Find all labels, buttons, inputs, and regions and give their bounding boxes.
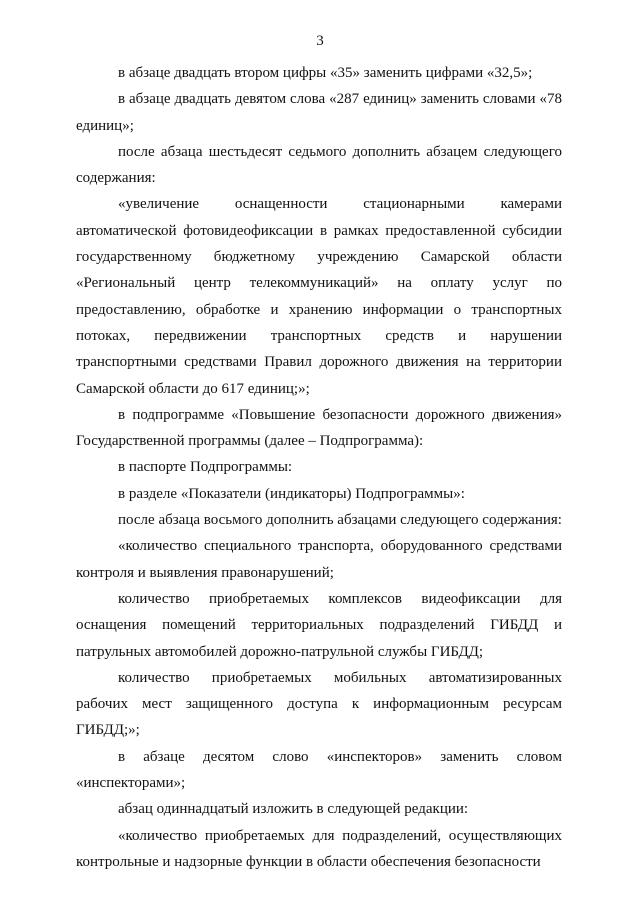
page-number: 3 — [316, 33, 324, 49]
paragraph: «количество приобретаемых для подразделений, осуществляющих контрольные и надзорные функции в области обеспечения безопасности — [76, 827, 562, 870]
document-body — [76, 60, 562, 875]
paragraph: количество приобретаемых комплексов видеофиксации для оснащения помещений территориальных подразделений ГИБДД и патрульных автомобилей дорожно-патрульной службы ГИБДД; — [76, 590, 562, 660]
paragraph: в абзаце десятом слово «инспекторов» заменить словом «инспекторами»; — [76, 748, 562, 792]
paragraph: после абзаца восьмого дополнить абзацами следующего содержания: — [118, 512, 562, 529]
paragraph: в абзаце двадцать девятом слова «287 единиц» заменить словами «78 единиц»; — [76, 91, 562, 134]
paragraph: после абзаца шестьдесят седьмого дополнить абзацем следующего содержания: — [76, 143, 562, 187]
paragraph: количество приобретаемых мобильных автоматизированных рабочих мест защищенного доступа к информационным ресурсам ГИБДД;»; — [76, 669, 562, 739]
paragraph: в подпрограмме «Повышение безопасности дорожного движения» Государственной программы (далее – Подпрограмма): — [76, 406, 562, 450]
paragraph: в паспорте Подпрограммы: — [118, 459, 293, 476]
paragraph: «увеличение оснащенности стационарными камерами автоматической фотовидеофиксации в рамках предоставленной субсидии государственному бюджетному учреждению Самарской области «Региональный центр телекоммуникаций» на оплату услуг по предоставлению, обработке и хранению информации о транспортных потоках, передвижении транспортных средств и нарушении транспортными средствами Правил дорожного движения на территории Самарской области до 617 единиц;»; — [76, 196, 562, 397]
paragraph: «количество специального транспорта, оборудованного средствами контроля и выявления правонарушений; — [76, 538, 562, 581]
paragraph: в разделе «Показатели (индикаторы) Подпрограммы»: — [118, 485, 465, 502]
paragraph: в абзаце двадцать втором цифры «35» заменить цифрами «32,5»; — [118, 65, 533, 81]
paragraph: абзац одиннадцатый изложить в следующей редакции: — [118, 801, 469, 818]
